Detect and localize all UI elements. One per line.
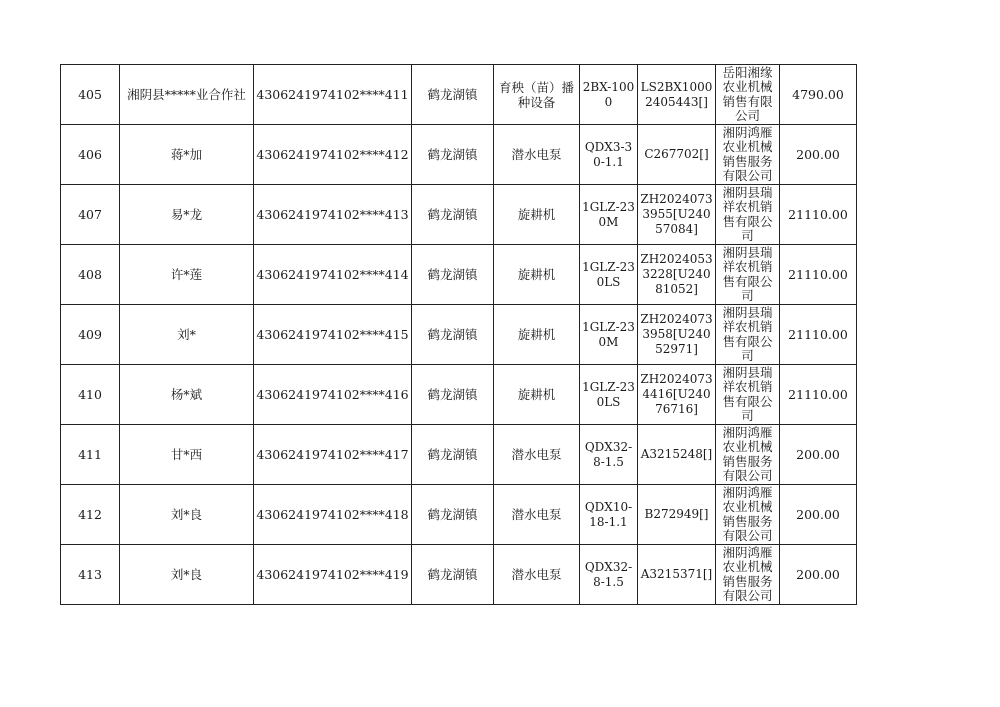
town-cell: 鹤龙湖镇: [412, 425, 494, 485]
amount-cell: 200.00: [780, 485, 857, 545]
amount-cell: 200.00: [780, 425, 857, 485]
dealer-cell: [716, 305, 780, 365]
serial-number-cell: ZH20240533228[U24081052]: [638, 245, 716, 305]
machine-type-cell: 育秧（苗）播种设备: [494, 65, 580, 125]
amount-cell: 21110.00: [780, 305, 857, 365]
model-cell: 1GLZ-230LS: [580, 245, 638, 305]
id-number-cell: 4306241974102****418: [254, 485, 412, 545]
dealer-text: 湘阴鸿雁农业机械销售服务有限公司: [722, 425, 773, 483]
town-cell: 鹤龙湖镇: [412, 305, 494, 365]
table-row: [61, 65, 857, 125]
dealer-text: 湘阴县瑞祥农机销售有限公司: [722, 305, 773, 363]
dealer-text: 湘阴鸿雁农业机械销售服务有限公司: [722, 545, 773, 603]
table-row: [61, 305, 857, 365]
dealer-text: 岳阳湘缘农业机械销售有限公司: [722, 65, 773, 123]
serial-number-cell: ZH20240733955[U24057084]: [638, 185, 716, 245]
applicant-name-cell: 刘*: [120, 305, 254, 365]
machine-type-cell: 潜水电泵: [494, 545, 580, 605]
row-number-cell: 412: [61, 485, 120, 545]
town-cell: 鹤龙湖镇: [412, 185, 494, 245]
town-cell: 鹤龙湖镇: [412, 125, 494, 185]
row-number-cell: 413: [61, 545, 120, 605]
machine-type-cell: 旋耕机: [494, 245, 580, 305]
machine-type-cell: 旋耕机: [494, 305, 580, 365]
table-body: [61, 65, 857, 605]
town-cell: 鹤龙湖镇: [412, 65, 494, 125]
model-cell: 2BX-1000: [580, 65, 638, 125]
id-number-cell: 4306241974102****414: [254, 245, 412, 305]
row-number-cell: 405: [61, 65, 120, 125]
dealer-text: 湘阴鸿雁农业机械销售服务有限公司: [722, 485, 773, 543]
table-row: [61, 545, 857, 605]
row-number-cell: 408: [61, 245, 120, 305]
serial-number-cell: LS2BX10002405443[]: [638, 65, 716, 125]
applicant-name-cell: 许*莲: [120, 245, 254, 305]
amount-cell: 200.00: [780, 125, 857, 185]
town-cell: 鹤龙湖镇: [412, 245, 494, 305]
applicant-name-cell: 刘*良: [120, 545, 254, 605]
id-number-cell: 4306241974102****416: [254, 365, 412, 425]
machine-type-cell: 旋耕机: [494, 365, 580, 425]
machine-type-cell: 潜水电泵: [494, 125, 580, 185]
amount-cell: 200.00: [780, 545, 857, 605]
id-number-cell: 4306241974102****413: [254, 185, 412, 245]
model-cell: QDX10-18-1.1: [580, 485, 638, 545]
id-number-cell: 4306241974102****411: [254, 65, 412, 125]
row-number-cell: 407: [61, 185, 120, 245]
dealer-cell: [716, 245, 780, 305]
dealer-text: 湘阴县瑞祥农机销售有限公司: [722, 365, 773, 423]
machine-type-cell: 潜水电泵: [494, 485, 580, 545]
town-cell: 鹤龙湖镇: [412, 365, 494, 425]
model-cell: 1GLZ-230M: [580, 185, 638, 245]
dealer-cell: [716, 545, 780, 605]
model-cell: QDX32-8-1.5: [580, 425, 638, 485]
row-number-cell: 410: [61, 365, 120, 425]
serial-number-cell: A3215248[]: [638, 425, 716, 485]
dealer-cell: [716, 425, 780, 485]
applicant-name-cell: 刘*良: [120, 485, 254, 545]
applicant-name-cell: 湘阴县*****业合作社: [120, 65, 254, 125]
row-number-cell: 409: [61, 305, 120, 365]
table-row: [61, 185, 857, 245]
dealer-text: 湘阴县瑞祥农机销售有限公司: [722, 185, 773, 243]
town-cell: 鹤龙湖镇: [412, 545, 494, 605]
table-row: [61, 485, 857, 545]
id-number-cell: 4306241974102****415: [254, 305, 412, 365]
applicant-name-cell: 甘*西: [120, 425, 254, 485]
serial-number-cell: ZH20240733958[U24052971]: [638, 305, 716, 365]
amount-cell: 21110.00: [780, 245, 857, 305]
table-row: [61, 125, 857, 185]
applicant-name-cell: 杨*斌: [120, 365, 254, 425]
model-cell: 1GLZ-230LS: [580, 365, 638, 425]
id-number-cell: 4306241974102****419: [254, 545, 412, 605]
machine-type-cell: 潜水电泵: [494, 425, 580, 485]
dealer-cell: [716, 65, 780, 125]
machine-type-cell: 旋耕机: [494, 185, 580, 245]
serial-number-cell: C267702[]: [638, 125, 716, 185]
table-row: [61, 245, 857, 305]
dealer-text: 湘阴县瑞祥农机销售有限公司: [722, 245, 773, 303]
town-cell: 鹤龙湖镇: [412, 485, 494, 545]
dealer-cell: [716, 185, 780, 245]
dealer-text: 湘阴鸿雁农业机械销售服务有限公司: [722, 125, 773, 183]
id-number-cell: 4306241974102****412: [254, 125, 412, 185]
serial-number-cell: A3215371[]: [638, 545, 716, 605]
amount-cell: 21110.00: [780, 365, 857, 425]
serial-number-cell: B272949[]: [638, 485, 716, 545]
model-cell: 1GLZ-230M: [580, 305, 638, 365]
model-cell: QDX32-8-1.5: [580, 545, 638, 605]
serial-number-cell: ZH20240734416[U24076716]: [638, 365, 716, 425]
dealer-cell: [716, 365, 780, 425]
applicant-name-cell: 易*龙: [120, 185, 254, 245]
amount-cell: 21110.00: [780, 185, 857, 245]
applicant-name-cell: 蒋*加: [120, 125, 254, 185]
table-row: [61, 425, 857, 485]
dealer-cell: [716, 125, 780, 185]
row-number-cell: 411: [61, 425, 120, 485]
dealer-cell: [716, 485, 780, 545]
subsidy-table: [60, 64, 857, 605]
amount-cell: 4790.00: [780, 65, 857, 125]
row-number-cell: 406: [61, 125, 120, 185]
id-number-cell: 4306241974102****417: [254, 425, 412, 485]
table-row: [61, 365, 857, 425]
model-cell: QDX3-30-1.1: [580, 125, 638, 185]
